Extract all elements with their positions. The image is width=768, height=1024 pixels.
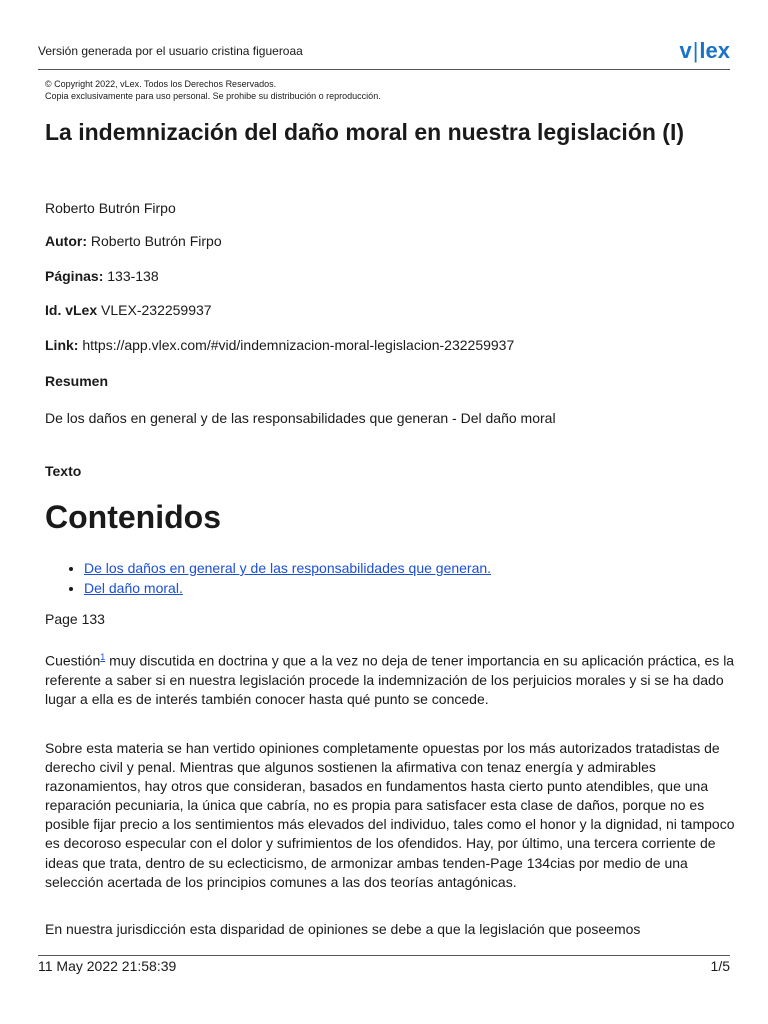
- meta-paginas: Páginas: 133-138: [45, 268, 159, 284]
- toc-link-danos-general[interactable]: De los daños en general y de las responsabilidades que generan.: [84, 560, 492, 576]
- document-title: La indemnización del daño moral en nuestra legislación (I): [45, 119, 685, 145]
- table-of-contents: [64, 558, 491, 598]
- generated-by-text: Versión generada por el usuario cristina figueroaa: [38, 44, 303, 58]
- vlex-logo: v|lex: [679, 38, 730, 63]
- footer-divider: [38, 955, 730, 956]
- meta-autor: Autor: Roberto Butrón Firpo: [45, 233, 222, 249]
- paragraph-2: Sobre esta materia se han vertido opiniones completamente opuestas por los más autorizados tratadistas de derecho civil y penal. Mientras que algunos sostienen la afirmativa con tenaz energía y admirables razonamientos, hay otros que consideran, basados en fundamentos hasta cierto punto atendibles, que una reparación pecuniaria, la única que cabría, no es propia para satisfacer esta clase de daños, porque no es posible fijar precio a los sentimientos más elevados del individuo, tales como el honor y la dignidad, ni tampoco es decoroso especular con el dolor y sufrimientos de los ofendidos. Hay, por último, una tercera corriente de ideas que trata, dentro de su eclecticismo, de armonizar ambas tenden-Page 134cias por medio de una selección acertada de los principios comunes a las dos teorías antagónicas.: [45, 740, 735, 890]
- texto-heading: Texto: [45, 463, 82, 479]
- copyright-notice: © Copyright 2022, vLex. Todos los Derechos Reservados. Copia exclusivamente para uso personal. Se prohibe su distribución o reproducción.: [45, 79, 381, 101]
- meta-link: Link: https://app.vlex.com/#vid/indemnizacion-moral-legislacion-232259937: [45, 337, 515, 353]
- page-label: Page 133: [45, 611, 105, 627]
- footnote-1-link[interactable]: 1: [100, 652, 106, 662]
- footer-page-number: 1/5: [710, 958, 730, 974]
- toc-item: [84, 578, 491, 598]
- toc-item: [84, 558, 491, 578]
- toc-link-dano-moral[interactable]: Del daño moral.: [84, 580, 183, 596]
- resumen-heading: Resumen: [45, 373, 109, 389]
- page-header: [38, 38, 730, 68]
- footer-timestamp: 11 May 2022 21:58:39: [38, 958, 177, 974]
- contents-title: Contenidos: [45, 499, 221, 535]
- resumen-text: De los daños en general y de las responsabilidades que generan - Del daño moral: [45, 410, 556, 426]
- header-divider: [38, 69, 730, 70]
- paragraph-1: Cuestión$^1$ muy discutida en doctrina y que a la vez no deja de tener importancia en su aplicación práctica, es la referente a saber si en nuestra legislación procede la indemnización de los perjuicios morales y si se ha dado lugar a ella es de interés también conocer hasta qué punto se concede.: [45, 652, 735, 707]
- meta-id-vlex: Id. vLex VLEX-232259937: [45, 302, 212, 318]
- paragraph-3: En nuestra jurisdicción esta disparidad de opiniones se debe a que la legislación que poseemos: [45, 921, 641, 937]
- document-link[interactable]: https://app.vlex.com/#vid/indemnizacion-moral-legislacion-232259937: [82, 337, 515, 353]
- author-line: Roberto Butrón Firpo: [45, 200, 176, 216]
